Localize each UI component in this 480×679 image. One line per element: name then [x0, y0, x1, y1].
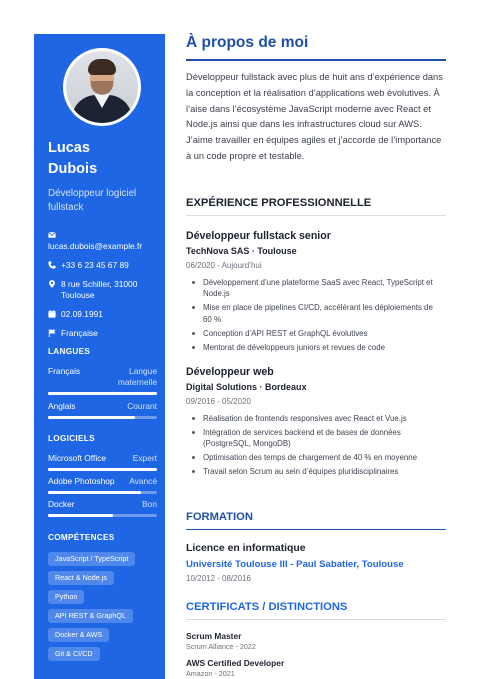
about-divider [186, 59, 446, 61]
contact-email[interactable] [48, 231, 160, 252]
sidebar [34, 34, 165, 679]
skill-chip: Docker & AWS [48, 628, 109, 642]
skill-chip: React & Node.js [48, 571, 114, 585]
language-french [48, 366, 157, 395]
level-bar [48, 416, 157, 419]
contact-nationality [48, 328, 160, 339]
list-item: Réalisation de frontends responsives avec React et Vue.js [189, 413, 439, 424]
first-name: Lucas [48, 140, 90, 156]
software-level: Avancé [129, 476, 157, 486]
job-dates: 09/2016 - 05/2020 [186, 397, 251, 406]
education-school: Université Toulouse III - Paul Sabatier, Toulouse [186, 559, 404, 570]
address-text: 8 rue Schiller, 31000 Toulouse [61, 279, 138, 300]
education-divider [186, 529, 446, 530]
job-company: TechNova SAS · Toulouse [186, 246, 297, 256]
software-name: Docker [48, 499, 75, 509]
languages-heading: LANGUES [48, 347, 91, 356]
level-bar [48, 514, 157, 517]
software-photoshop [48, 476, 157, 494]
level-bar-fill [48, 514, 113, 517]
skill-chip: API REST & GraphQL [48, 609, 133, 623]
level-bar-fill [48, 392, 157, 395]
language-level: Langue maternelle [117, 366, 157, 387]
software-name: Microsoft Office [48, 453, 107, 463]
phone-text: +33 6 23 45 67 89 [61, 260, 129, 270]
contact-birthdate [48, 309, 160, 320]
language-english [48, 401, 157, 419]
list-item: Optimisation des temps de chargement de 40 % en moyenne [189, 452, 439, 463]
contact-list [48, 230, 160, 347]
job-title: Développeur web [186, 366, 274, 378]
avatar [63, 48, 141, 126]
level-bar-fill [48, 468, 157, 471]
level-bar [48, 468, 157, 471]
language-name: Anglais [48, 401, 76, 411]
certificates-divider [186, 619, 446, 620]
contact-address [48, 279, 160, 301]
profile-title: Développeur logiciel fullstack [48, 188, 137, 213]
language-level: Courant [127, 401, 157, 411]
certificate-name: AWS Certified Developer [186, 658, 285, 668]
software-level: Bon [142, 499, 157, 509]
birthdate-text: 02.09.1991 [61, 309, 103, 319]
list-item: Intégration de services backend et de bases de données (PostgreSQL, MongoDB) [189, 427, 439, 450]
software-level: Expert [132, 453, 157, 463]
certificates-heading: CERTIFICATS / DISTINCTIONS [186, 601, 348, 613]
mail-icon [48, 231, 56, 239]
experience-divider [186, 215, 446, 216]
level-bar [48, 392, 157, 395]
list-item: Mise en place de pipelines CI/CD, accélérant les déploiements de 60 % [189, 302, 439, 325]
about-text: Développeur fullstack avec plus de huit ans d’expérience dans la conception et la réalisation d’applications web évolutives. À l’aise dans l’écosystème JavaScript moderne avec React et Node.js ainsi que dans les infrastructures cloud sur AWS. J’aime travailler en équipes agiles et j’accorde de l’importance à un code propre et testable. [186, 72, 443, 161]
job-bullets [189, 277, 439, 355]
skills-heading: COMPÉTENCES [48, 533, 115, 542]
language-name: Français [48, 366, 81, 376]
location-pin-icon [48, 280, 56, 288]
list-item: Conception d’API REST et GraphQL évolutives [189, 328, 439, 339]
skill-chip: Python [48, 590, 84, 604]
certificate-issuer: Amazon - 2021 [186, 669, 235, 678]
profile-photo [66, 51, 138, 123]
job-bullets [189, 413, 439, 480]
education-heading: FORMATION [186, 511, 253, 523]
level-bar-fill [48, 491, 141, 494]
job-dates: 06/2020 - Aujourd’hui [186, 261, 262, 270]
email-text: lucas.dubois@example.fr [48, 241, 143, 251]
list-item: Travail selon Scrum au sein d’équipes pluridisciplinaires [189, 466, 439, 477]
level-bar-fill [48, 416, 135, 419]
nationality-text: Française [61, 328, 98, 338]
software-heading: LOGICIELS [48, 434, 95, 443]
about-heading: À propos de moi [186, 34, 309, 51]
certificate-name: Scrum Master [186, 631, 242, 641]
software-docker [48, 499, 157, 517]
level-bar [48, 491, 157, 494]
experience-heading: EXPÉRIENCE PROFESSIONNELLE [186, 197, 372, 209]
education-dates: 10/2012 - 08/2016 [186, 574, 251, 583]
skill-chip: Git & CI/CD [48, 647, 100, 661]
education-degree: Licence en informatique [186, 543, 306, 554]
contact-phone[interactable] [48, 260, 160, 271]
phone-icon [48, 261, 56, 269]
job-company: Digital Solutions · Bordeaux [186, 382, 307, 392]
software-name: Adobe Photoshop [48, 476, 115, 486]
software-office [48, 453, 157, 471]
job-title: Développeur fullstack senior [186, 230, 331, 242]
flag-icon [48, 329, 56, 337]
list-item: Développement d’une plateforme SaaS avec React, TypeScript et Node.js [189, 277, 439, 300]
certificate-issuer: Scrum Alliance - 2022 [186, 642, 256, 651]
list-item: Mentorat de développeurs juniors et revues de code [189, 342, 439, 353]
skill-chip: JavaScript / TypeScript [48, 552, 135, 566]
profile-name [48, 138, 97, 180]
last-name: Dubois [48, 161, 98, 177]
calendar-icon [48, 310, 56, 318]
